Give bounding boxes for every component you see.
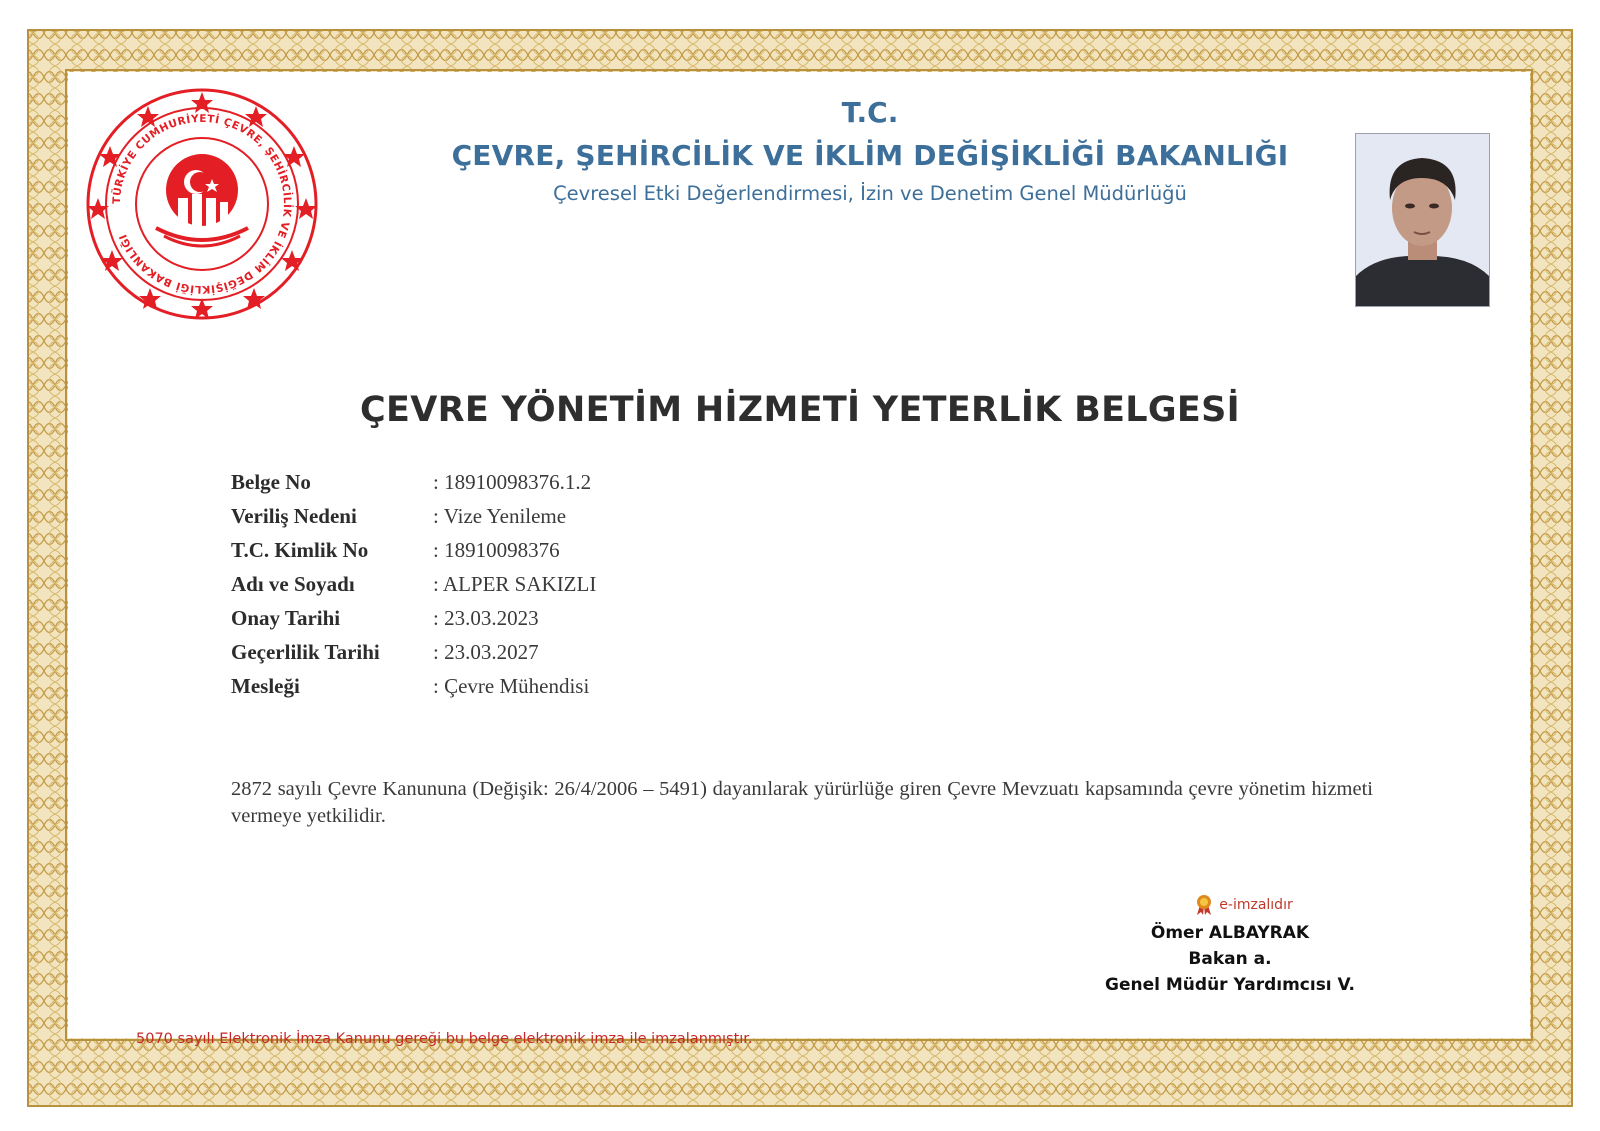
field-value: : 23.03.2027 bbox=[433, 640, 539, 664]
certificate-header bbox=[420, 96, 1320, 205]
seal-ring-text: TÜRKİYE CUMHURİYETİ ÇEVRE, ŞEHİRCİLİK VE İKLİM DEĞİŞİKLİĞİ BAKANLIĞI bbox=[110, 112, 294, 296]
certificate-title: ÇEVRE YÖNETİM HİZMETİ YETERLİK BELGESİ bbox=[360, 390, 1240, 430]
field-value: : Vize Yenileme bbox=[433, 504, 567, 528]
field-label: Onay Tarihi bbox=[231, 606, 341, 630]
field-label: Geçerlilik Tarihi bbox=[231, 640, 380, 664]
e-signature-label: e-imzalıdır bbox=[1219, 897, 1293, 913]
field-value: : 18910098376 bbox=[433, 538, 560, 562]
award-ribbon-icon bbox=[1195, 894, 1213, 916]
e-signature-badge bbox=[1118, 894, 1370, 916]
electronic-signature-note: 5070 sayılı Elektronik İmza Kanunu gereği bu belge elektronik imza ile imzalanmıştır. bbox=[136, 1031, 753, 1047]
signer-title-1: Bakan a. bbox=[1188, 949, 1272, 969]
signer-name: Ömer ALBAYRAK bbox=[1150, 923, 1310, 943]
directorate-name: Çevresel Etki Değerlendirmesi, İzin ve Denetim Genel Müdürlüğü bbox=[553, 182, 1187, 205]
field-label: Belge No bbox=[231, 470, 311, 494]
authorization-statement: 2872 sayılı Çevre Kanununa (Değişik: 26/4/2006 – 5491) dayanılarak yürürlüğe giren Çevre Mevzuatı kapsamında çevre yönetim hizmeti vermeye yetkilidir. bbox=[231, 778, 1373, 827]
field-label: Adı ve Soyadı bbox=[231, 572, 355, 596]
field-label: Mesleği bbox=[231, 674, 300, 698]
field-value: : Çevre Mühendisi bbox=[433, 674, 590, 698]
field-value: : 23.03.2023 bbox=[433, 606, 539, 630]
field-label: Veriliş Nedeni bbox=[231, 504, 357, 528]
ministry-name: ÇEVRE, ŞEHİRCİLİK VE İKLİM DEĞİŞİKLİĞİ BAKANLIĞI bbox=[451, 139, 1289, 172]
country-code: T.C. bbox=[841, 96, 899, 129]
portrait-photo bbox=[1355, 133, 1490, 307]
signer-title-2: Genel Müdür Yardımcısı V. bbox=[1105, 975, 1355, 995]
ministry-seal-icon bbox=[84, 86, 320, 327]
signature-block bbox=[1090, 894, 1370, 998]
field-value: : 18910098376.1.2 bbox=[433, 470, 592, 494]
field-value: : ALPER SAKIZLI bbox=[433, 572, 597, 596]
field-label: T.C. Kimlik No bbox=[231, 538, 369, 562]
